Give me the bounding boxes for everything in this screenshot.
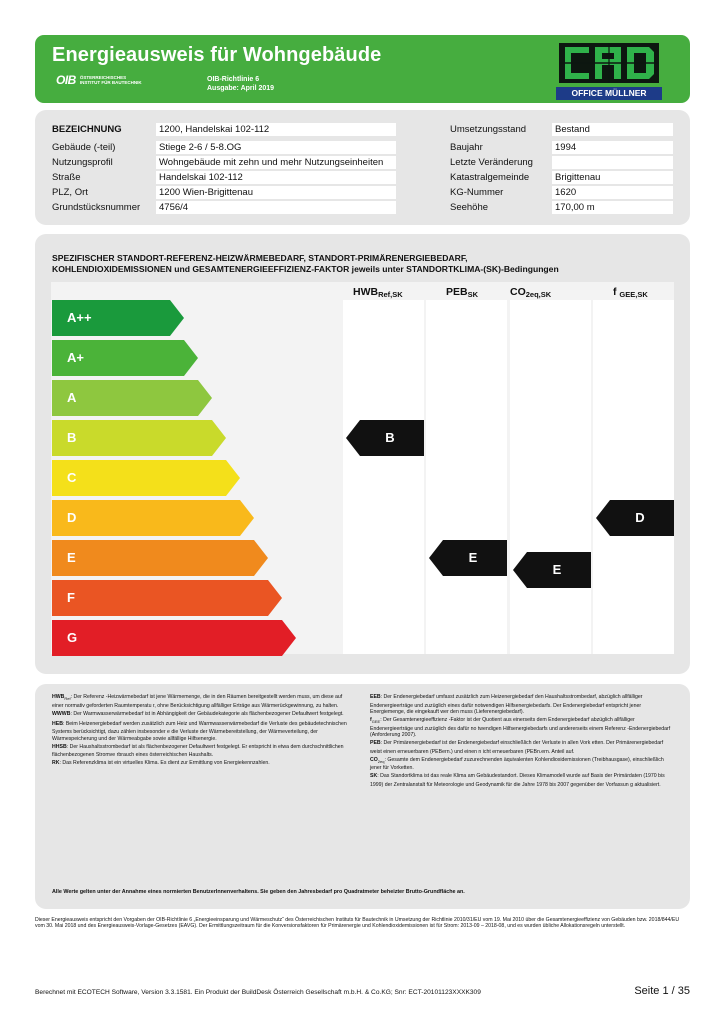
energy-class-label: A — [67, 390, 77, 405]
definition-text: : Das Standortklima ist das reale Klima am Gebäudestandort. Dieses Klimamodell wurde auf Basis der Primärdaten (1970 bis 1999) der Zentralanstalt für Meteorologie und Geodynamik für die Jahre 1978 bis 2007 gegenüber der Vorfassun g aktualisiert. — [370, 773, 665, 788]
rating-marker-label: E — [468, 550, 478, 565]
energy-class-bar — [52, 460, 240, 496]
info-value: 170,00 m — [552, 201, 673, 214]
info-value: 1620 — [552, 186, 673, 199]
definition-text: : Der Haushaltsstrombedarf ist als flächenbezogener Defaultwert festgelegt. Er entspricht in etwa dem durchschnittlichen flächenbezogenen Stromve rbrauch eines österreichischen Haushalts. — [52, 743, 344, 759]
energy-class-shape — [52, 620, 296, 656]
definition-term: EEB — [370, 694, 381, 700]
info-value: 1200 Wien-Brigittenau — [156, 186, 396, 199]
definition-term: f — [370, 717, 372, 724]
oib-logo-line2: INSTITUT FÜR BAUTECHNIK — [79, 80, 142, 85]
info-label: Gebäude (-teil) — [52, 142, 116, 153]
definition-term: RK — [52, 760, 60, 767]
info-value: Stiege 2-6 / 5-8.OG — [156, 141, 396, 154]
oib-logo — [56, 73, 160, 87]
guideline-name: OIB-Richtlinie 6 — [207, 76, 260, 83]
definition-text: : Der Endenergiebedarf umfasst zusätzlich zum Heizenergiebedarf den Haushaltsstrombedarf, abzüglich allfälliger Endenergieerträge und zuzüglich eines dafür notwendigen Hilfsenergiebedarfs. Der Endenergiebedarf entspricht jener Energiemenge, die eingekauft wer den muss (Lieferenergiebedarf). — [370, 694, 643, 716]
column-header-sub: Ref,SK — [378, 290, 403, 299]
info-label: Baujahr — [450, 142, 483, 153]
energy-class-label: B — [67, 430, 77, 445]
rating-marker-peb — [429, 540, 507, 576]
rating-column — [593, 300, 674, 654]
cad-logo-subtitle: OFFICE MÜLLNER — [556, 87, 662, 100]
definition-item — [52, 711, 352, 720]
energy-class-bar — [52, 300, 184, 336]
rating-column — [510, 300, 591, 654]
values-note: Alle Werte gelten unter der Annahme eines normierten BenutzerInnenverhaltens. Sie geben den Jahresbedarf pro Quadratmeter beheizter Brutto-Grundfläche an. — [52, 889, 465, 895]
definition-item — [370, 773, 675, 788]
definition-term: HHSB — [52, 743, 67, 750]
energy-class-shape — [52, 420, 226, 456]
info-value: Bestand — [552, 123, 673, 136]
definition-item — [52, 744, 352, 759]
definition-item — [52, 721, 352, 743]
energy-class-bar — [52, 540, 268, 576]
legal-disclaimer: Dieser Energieausweis entspricht den Vorgaben der OIB-Richtlinie 6 „Energieeinsparung und Wärmeschutz“ des Österreichischen Instituts für Bautechnik in Umsetzung der Richtlinie 2010/31/EU vom 19. Mai 2010 über die Gesamtenergieeffizienz von Gebäuden bzw. 2018/844/EU vom 30. Mai 2018 und des Energieausweis-Vorlage-Gesetzes (EAVG). Der Ermittlungszeitraum für die Konversionsfaktoren für Primärenergie und Kohlendioxidemissionen ist für Strom: 2013-09 – 2018-08, und es wurden übliche Allokationsregeln unterstellt. — [35, 917, 680, 930]
rating-column-header — [510, 286, 551, 299]
energy-class-label: A++ — [67, 310, 92, 325]
cad-office-logo — [556, 43, 662, 105]
definition-text: : Gesamte dem Endenergiebedarf zuzurechnenden äquivalenten Kohlendioxidemissionen (Treibhausgase), einschließlich jener für Vorketten. — [370, 756, 664, 772]
column-header-sub: SK — [467, 290, 479, 299]
column-header-sub: 2eq,SK — [525, 290, 552, 299]
rating-marker-label: B — [385, 430, 395, 445]
rating-marker-fgee — [596, 500, 674, 536]
energy-class-bar — [52, 420, 226, 456]
definition-item — [370, 757, 675, 772]
definition-term: HWB — [52, 694, 65, 700]
definition-text: : Der Gesamtenergieeffizienz -Faktor ist der Quotient aus einerseits dem Endenergiebedarf abzüglich allfälliger Endenergieerträge und zuzüglich des dafür no twendigen Hilfsenergiebedarfs und andererseits einem Referenz -Endenergiebedarf (Anforderung 2007). — [370, 717, 671, 739]
info-label: KG-Nummer — [450, 187, 504, 198]
definition-text: : Der Referenz -Heizwärmebedarf ist jene Wärmemenge, die in den Räumen bereitgestellt werden muss, um diese auf einer normativ geforderten Raumtemperatu r, ohne Berücksichtigung allfälliger Erträge aus Wärmerückgewinnung, zu halten. — [52, 694, 343, 709]
definition-text: : Beim Heizenergiebedarf werden zusätzlich zum Heiz und Warmwasserwärmebedarf die Verluste des gebäudetechnischen Systems berücksichtigt, dazu zählen insbesonder e die Verluste der Wärmebereitstellung, der Wärmeverteilung, der Wärmespeicherung und der Wärmeabgabe sowie allfällige Hilfsenergie. — [52, 720, 347, 742]
rating-marker-co2 — [513, 552, 591, 588]
energy-class-label: F — [67, 590, 75, 605]
info-label: Umsetzungsstand — [450, 124, 527, 135]
definition-term: HEB — [52, 720, 63, 727]
rating-marker-label: D — [635, 510, 645, 525]
rating-column-header — [446, 286, 478, 299]
definition-item — [52, 760, 352, 769]
energy-title-line1: SPEZIFISCHER STANDORT-REFERENZ-HEIZWÄRMEBEDARF, STANDORT-PRIMÄRENERGIEBEDARF, — [52, 253, 468, 263]
info-label: PLZ, Ort — [52, 187, 88, 198]
guideline-info — [207, 75, 274, 93]
energy-class-shape — [52, 580, 282, 616]
definition-item — [52, 694, 352, 709]
info-value: 1994 — [552, 141, 673, 154]
info-value: Wohngebäude mit zehn und mehr Nutzungseinheiten — [156, 156, 396, 169]
definition-term: SK — [370, 773, 378, 780]
energy-class-label: E — [67, 550, 76, 565]
info-value: 1200, Handelskai 102-112 — [156, 123, 396, 136]
column-header-main: HWB — [353, 286, 379, 298]
definition-term: CO — [370, 756, 378, 763]
energy-class-shape — [52, 500, 254, 536]
energy-title-line2: KOHLENDIOXIDEMISSIONEN und GESAMTENERGIEEFFIZIENZ-FAKTOR jeweils unter STANDORTKLIMA-(SK)-Bedingungen — [52, 264, 559, 274]
energy-class-shape — [52, 460, 240, 496]
energy-class-bar — [52, 340, 198, 376]
definition-item — [370, 740, 675, 755]
info-label: Seehöhe — [450, 202, 489, 213]
definitions-panel — [35, 684, 690, 909]
rating-column — [426, 300, 507, 654]
definitions-left — [52, 694, 352, 770]
definition-text: : Das Referenzklima ist ein virtuelles Klima. Es dient zur Ermittlung von Energiekennzahlen. — [59, 760, 270, 767]
column-header-main: CO — [510, 286, 526, 298]
oib-logo-line1: ÖSTERREICHISCHES — [79, 75, 127, 80]
definition-item — [370, 717, 675, 739]
energy-class-label: D — [67, 510, 77, 525]
rating-column-header — [353, 286, 403, 299]
page-number: Seite 1 / 35 — [634, 985, 690, 997]
rating-column-header — [613, 286, 648, 299]
info-label: BEZEICHNUNG — [52, 124, 122, 135]
definition-term-sub: Ref — [64, 696, 71, 702]
info-value: 4756/4 — [156, 201, 396, 214]
definition-text: : Der Primärenergiebedarf ist der Endenergiebedarf einschließlich der Verluste in allen Vork etten. Der Primärenergiebedarf weist einen erneuerbaren (PEBern.) und einen n icht erneuerbaren (PEBn.ern. Anteil auf. — [370, 740, 664, 755]
definition-text: : Der Warmwasserwärmebedarf ist in Abhängigkeit der Gebäudekategorie als flächenbezogener Defaultwert festgelegt. — [70, 710, 344, 717]
definition-term-sub: 2eq — [377, 758, 385, 764]
guideline-edition: Ausgabe: April 2019 — [207, 85, 275, 92]
info-value: Handelskai 102-112 — [156, 171, 396, 184]
energy-class-bar — [52, 580, 282, 616]
definition-item — [370, 694, 675, 716]
column-header-main: f — [613, 286, 620, 298]
info-value: Brigittenau — [552, 171, 673, 184]
info-label: Katastralgemeinde — [450, 172, 530, 183]
building-info-panel — [35, 110, 690, 225]
info-label: Letzte Veränderung — [450, 157, 533, 168]
column-header-sub: GEE,SK — [619, 290, 648, 299]
rating-column — [343, 300, 424, 654]
oib-logo-mark: OIB — [56, 73, 76, 87]
energy-class-bar — [52, 500, 254, 536]
energy-class-label: C — [67, 470, 77, 485]
definition-term-sub: GEE — [371, 719, 381, 725]
definition-term: PEB — [370, 740, 381, 747]
energy-rating-title — [52, 253, 682, 275]
info-value — [552, 156, 673, 169]
cad-logo-mark — [559, 43, 659, 83]
energy-class-label: A+ — [67, 350, 84, 365]
energy-class-bar — [52, 620, 296, 656]
definitions-right — [370, 694, 675, 790]
column-header-main: PEB — [446, 286, 468, 298]
energy-rating-panel — [35, 234, 690, 674]
energy-class-bar — [52, 380, 212, 416]
energy-class-shape — [52, 540, 268, 576]
definition-term: WWWB — [52, 710, 71, 717]
info-label: Grundstücksnummer — [52, 202, 141, 213]
energy-class-label: G — [67, 630, 78, 645]
info-label: Nutzungsprofil — [52, 157, 113, 168]
info-label: Straße — [52, 172, 81, 183]
rating-marker-hwb — [346, 420, 424, 456]
software-footer: Berechnet mit ECOTECH Software, Version 3.3.1581. Ein Produkt der BuildDesk Österreich Gesellschaft m.b.H. & Co.KG; Snr: ECT-20101123XXXK309 — [35, 989, 481, 996]
page-title: Energieausweis für Wohngebäude — [52, 44, 382, 66]
rating-marker-label: E — [552, 562, 562, 577]
